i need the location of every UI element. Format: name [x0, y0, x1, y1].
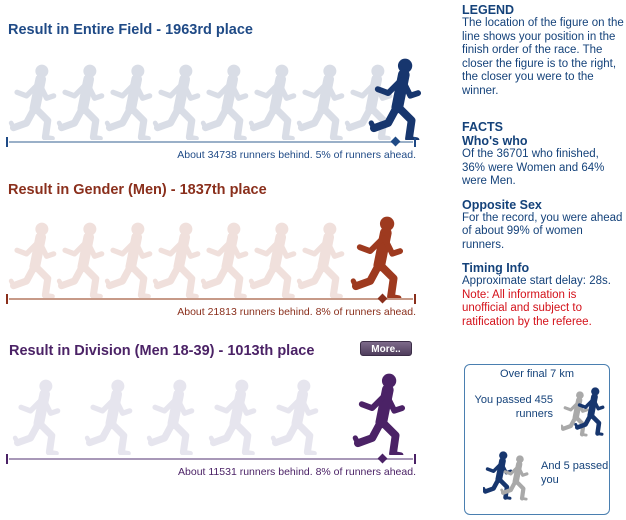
timing-heading: Timing Info: [462, 261, 530, 275]
section-caption: About 34738 runners behind. 5% of runners ahead.: [177, 149, 416, 161]
your-position-runner-icon: [355, 374, 402, 455]
position-track: [6, 454, 416, 464]
runners-row: [0, 208, 440, 298]
runners-row: [0, 50, 440, 140]
final-km-box: [464, 364, 610, 515]
other-runner-icon: [562, 391, 587, 435]
legend-panel: [462, 3, 624, 98]
ghost-runner-icon: [211, 380, 253, 454]
section-division: [0, 335, 440, 485]
position-marker: [378, 454, 388, 464]
track-start: [6, 137, 8, 147]
opposite-sex-text: For the record, you were ahead of about 99% of women runners.: [462, 211, 623, 251]
track-end: [414, 137, 416, 147]
section-caption: About 11531 runners behind. 8% of runners ahead.: [178, 466, 416, 478]
facts-panel: [462, 120, 624, 329]
section-title: Result in Division (Men 18-39) - 1013th place: [9, 343, 315, 359]
your-position-runner-icon: [353, 217, 400, 298]
passing-runners-icon: [561, 387, 607, 439]
position-marker: [378, 294, 388, 304]
track-line: [9, 141, 413, 143]
passed-by-runners-icon: [483, 451, 533, 503]
ghost-runner-icon: [203, 223, 245, 297]
track-line: [9, 458, 413, 460]
ghost-runner-icon: [107, 223, 149, 297]
ghost-runner-icon: [149, 380, 191, 454]
section-title: Result in Gender (Men) - 1837th place: [8, 182, 267, 198]
legend-text: The location of the figure on the line shows your position in the finish order of the race. The closer the figure is to the right, the closer you were to the winner.: [462, 17, 624, 97]
passed-you-text: And 5 passed you: [541, 460, 609, 486]
position-track: [6, 294, 416, 304]
whos-who-text: Of the 36701 who finished, 36% were Women and 64% were Men.: [462, 148, 605, 187]
position-marker: [390, 137, 400, 147]
legend-heading: LEGEND: [462, 3, 515, 17]
ghost-runner-icon: [155, 223, 197, 297]
position-track: [6, 137, 416, 147]
ghost-runner-icon: [299, 65, 341, 139]
ghost-runner-icon: [203, 65, 245, 139]
section-entire-field: [0, 0, 440, 165]
track-start: [6, 454, 8, 464]
section-caption: About 21813 runners behind. 8% of runners ahead.: [177, 306, 416, 318]
track-start: [6, 294, 8, 304]
ghost-runner-icon: [107, 65, 149, 139]
ghost-runner-icon: [15, 380, 57, 454]
ghost-runner-icon: [11, 223, 53, 297]
passed-runners-text: You passed 455 runners: [474, 394, 553, 420]
facts-heading: FACTS: [462, 120, 503, 134]
section-gender: [0, 175, 440, 325]
runners-row: [0, 365, 440, 455]
ghost-runner-icon: [87, 380, 129, 454]
opposite-sex-heading: Opposite Sex: [462, 197, 542, 212]
final-km-title: Over final 7 km: [500, 368, 574, 380]
ghost-runner-icon: [299, 223, 341, 297]
section-title: Result in Entire Field - 1963rd place: [8, 22, 253, 38]
ghost-runner-icon: [155, 65, 197, 139]
whos-who-heading: Who's who: [462, 134, 528, 148]
ghost-runner-icon: [251, 223, 293, 297]
more-button[interactable]: More..: [360, 341, 412, 356]
ghost-runner-icon: [11, 65, 53, 139]
track-end: [414, 294, 416, 304]
ghost-runner-icon: [59, 65, 101, 139]
ghost-runner-icon: [251, 65, 293, 139]
track-line: [9, 298, 413, 300]
ghost-runner-icon: [59, 223, 101, 297]
timing-text: Approximate start delay: 28s.: [462, 275, 611, 287]
track-end: [414, 454, 416, 464]
ghost-runner-icon: [273, 380, 315, 454]
disclaimer-note: Note: All information is unofficial and subject to ratification by the referee.: [462, 288, 592, 328]
